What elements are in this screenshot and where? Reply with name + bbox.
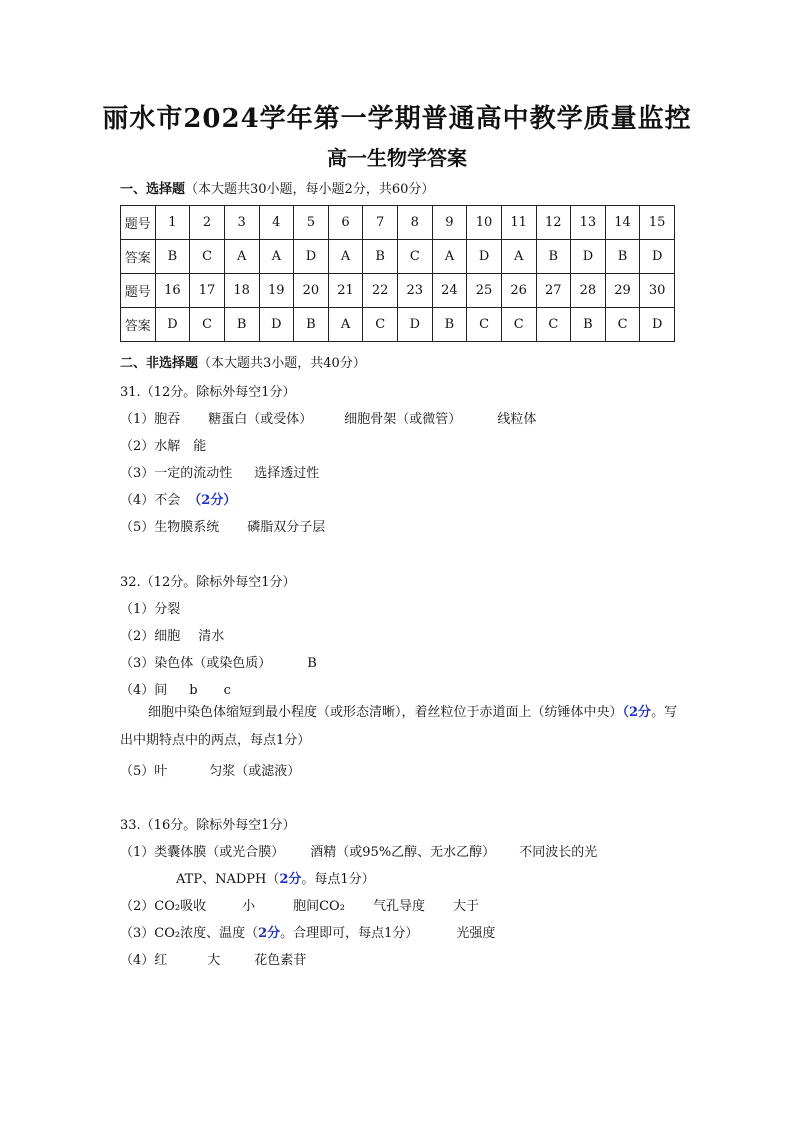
answer-cell: B bbox=[571, 308, 606, 342]
question-number-cell: 21 bbox=[328, 274, 363, 308]
section-1-note: （本大题共30小题，每小题2分，共60分） bbox=[185, 182, 435, 197]
answer-cell: D bbox=[155, 308, 190, 342]
answer-text: 清水 bbox=[198, 629, 225, 644]
answer-text: 光强度 bbox=[456, 926, 496, 941]
answer-cell: B bbox=[155, 240, 190, 274]
answer-text: c bbox=[223, 683, 231, 698]
answer-cell: D bbox=[640, 240, 675, 274]
answer-text: 不同波长的光 bbox=[519, 845, 598, 860]
table-row bbox=[121, 206, 675, 240]
answer-text: 线粒体 bbox=[497, 412, 537, 427]
answer-text: 。每点1分） bbox=[301, 872, 375, 887]
table-row bbox=[121, 240, 675, 274]
q32-line-3 bbox=[120, 652, 317, 671]
answer-text: 细胞骨架（或微管） bbox=[344, 412, 462, 427]
section-1-heading bbox=[120, 178, 434, 197]
answer-cell: C bbox=[190, 240, 225, 274]
answer-cell: D bbox=[259, 308, 294, 342]
answer-cell: B bbox=[224, 308, 259, 342]
answer-cell: B bbox=[294, 308, 329, 342]
answer-cell: C bbox=[398, 240, 433, 274]
points-label: （2分 bbox=[622, 705, 652, 720]
answer-text: 磷脂双分子层 bbox=[247, 520, 326, 535]
q32-heading: 32.（12分。除标外每空1分） bbox=[120, 575, 296, 590]
answer-text: 酒精（或95%乙醇、无水乙醇） bbox=[310, 845, 496, 860]
answer-text: （2）细胞 bbox=[120, 629, 181, 644]
q31-line-1 bbox=[120, 408, 536, 427]
points-label: 2分 bbox=[258, 926, 281, 941]
table-row bbox=[121, 308, 675, 342]
row-label: 题号 bbox=[121, 206, 156, 240]
question-number-cell: 12 bbox=[536, 206, 571, 240]
answer-cell: C bbox=[536, 308, 571, 342]
section-2-label: 二、非选择题 bbox=[120, 356, 199, 371]
document-title: 丽水市2024学年第一学期普通高中教学质量监控 bbox=[102, 104, 692, 134]
answer-text: 气孔导度 bbox=[372, 899, 425, 914]
section-2-note: （本大题共3小题，共40分） bbox=[198, 356, 366, 371]
answer-table bbox=[120, 205, 675, 342]
answer-text: 匀浆（或滤液） bbox=[209, 764, 301, 779]
q33-line-2 bbox=[120, 895, 479, 914]
answer-cell: A bbox=[432, 240, 467, 274]
answer-text: （2）CO₂吸收 bbox=[120, 899, 207, 914]
question-number-cell: 11 bbox=[501, 206, 536, 240]
q31-line-2: （2）水解 能 bbox=[120, 439, 207, 454]
answer-text: b bbox=[189, 683, 198, 698]
question-number-cell: 14 bbox=[605, 206, 640, 240]
question-number-cell: 19 bbox=[259, 274, 294, 308]
question-number-cell: 29 bbox=[605, 274, 640, 308]
answer-text: （4）红 bbox=[120, 953, 168, 968]
answer-text: （5）叶 bbox=[120, 764, 168, 779]
row-label: 答案 bbox=[121, 308, 156, 342]
answer-cell: D bbox=[294, 240, 329, 274]
answer-text: （4）不会 bbox=[120, 493, 181, 508]
q32-line-1: （1）分裂 bbox=[120, 602, 181, 617]
row-label: 题号 bbox=[121, 274, 156, 308]
question-number-cell: 2 bbox=[190, 206, 225, 240]
answer-text: 小 bbox=[242, 899, 256, 914]
answer-text: 大于 bbox=[452, 899, 479, 914]
answer-text: B bbox=[307, 656, 317, 671]
question-number-cell: 6 bbox=[328, 206, 363, 240]
answer-cell: D bbox=[398, 308, 433, 342]
question-number-cell: 26 bbox=[501, 274, 536, 308]
question-number-cell: 20 bbox=[294, 274, 329, 308]
answer-cell: A bbox=[501, 240, 536, 274]
answer-cell: B bbox=[363, 240, 398, 274]
answer-text: 胞间CO₂ bbox=[293, 899, 345, 914]
row-label: 答案 bbox=[121, 240, 156, 274]
section-2-heading bbox=[120, 352, 366, 371]
answer-cell: B bbox=[605, 240, 640, 274]
answer-text: （3）CO₂浓度、温度（ bbox=[120, 926, 259, 941]
q33-line-1b bbox=[176, 868, 375, 887]
question-number-cell: 10 bbox=[467, 206, 502, 240]
answer-text: 。写出中期特点中的两点，每点1分） bbox=[120, 705, 678, 748]
question-number-cell: 25 bbox=[467, 274, 502, 308]
q31-line-4 bbox=[120, 489, 236, 508]
q33-line-3 bbox=[120, 922, 495, 941]
answer-cell: D bbox=[571, 240, 606, 274]
answer-text: （1）胞吞 bbox=[120, 412, 181, 427]
document-subtitle: 高一生物学答案 bbox=[327, 146, 467, 170]
answer-cell: C bbox=[501, 308, 536, 342]
q33-heading: 33.（16分。除标外每空1分） bbox=[120, 818, 296, 833]
q33-line-4 bbox=[120, 949, 306, 968]
answer-text: （3）染色体（或染色质） bbox=[120, 656, 272, 671]
question-number-cell: 13 bbox=[571, 206, 606, 240]
q33-line-1 bbox=[120, 841, 597, 860]
answer-cell: A bbox=[259, 240, 294, 274]
answer-cell: A bbox=[224, 240, 259, 274]
q32-explanation bbox=[120, 699, 680, 755]
answer-text: （3）一定的流动性 bbox=[120, 466, 233, 481]
q31-line-3 bbox=[120, 462, 319, 481]
question-number-cell: 3 bbox=[224, 206, 259, 240]
question-number-cell: 28 bbox=[571, 274, 606, 308]
q32-line-4 bbox=[120, 679, 231, 698]
section-1-label: 一、选择题 bbox=[120, 182, 186, 197]
question-number-cell: 7 bbox=[363, 206, 398, 240]
table-row bbox=[121, 274, 675, 308]
question-number-cell: 1 bbox=[155, 206, 190, 240]
question-number-cell: 15 bbox=[640, 206, 675, 240]
answer-text: 。合理即可，每点1分） bbox=[280, 926, 419, 941]
answer-cell: D bbox=[467, 240, 502, 274]
answer-text: 大 bbox=[207, 953, 221, 968]
question-number-cell: 30 bbox=[640, 274, 675, 308]
answer-text: （5）生物膜系统 bbox=[120, 520, 220, 535]
points-label: （2分） bbox=[188, 493, 237, 508]
answer-cell: C bbox=[605, 308, 640, 342]
q31-heading: 31.（12分。除标外每空1分） bbox=[120, 385, 296, 400]
q32-line-2 bbox=[120, 625, 224, 644]
answer-cell: A bbox=[328, 240, 363, 274]
question-number-cell: 5 bbox=[294, 206, 329, 240]
question-number-cell: 17 bbox=[190, 274, 225, 308]
answer-cell: C bbox=[467, 308, 502, 342]
answer-cell: C bbox=[363, 308, 398, 342]
answer-cell: C bbox=[190, 308, 225, 342]
answer-text: 细胞中染色体缩短到最小程度（或形态清晰），着丝粒位于赤道面上（纺锤体中央） bbox=[148, 705, 623, 720]
question-number-cell: 27 bbox=[536, 274, 571, 308]
q32-line-5 bbox=[120, 760, 300, 779]
answer-text: （1）类囊体膜（或光合膜） bbox=[120, 845, 285, 860]
answer-text: （4）间 bbox=[120, 683, 168, 698]
answer-cell: B bbox=[536, 240, 571, 274]
answer-text: 糖蛋白（或受体） bbox=[208, 412, 313, 427]
q31-line-5 bbox=[120, 516, 325, 535]
question-number-cell: 22 bbox=[363, 274, 398, 308]
answer-cell: D bbox=[640, 308, 675, 342]
answer-cell: A bbox=[328, 308, 363, 342]
question-number-cell: 4 bbox=[259, 206, 294, 240]
question-number-cell: 9 bbox=[432, 206, 467, 240]
question-number-cell: 8 bbox=[398, 206, 433, 240]
answer-text: ATP、NADPH（ bbox=[176, 872, 280, 887]
question-number-cell: 23 bbox=[398, 274, 433, 308]
question-number-cell: 24 bbox=[432, 274, 467, 308]
points-label: 2分 bbox=[279, 872, 302, 887]
question-number-cell: 16 bbox=[155, 274, 190, 308]
answer-text: 选择透过性 bbox=[254, 466, 320, 481]
answer-cell: B bbox=[432, 308, 467, 342]
answer-text: 花色素苷 bbox=[254, 953, 307, 968]
question-number-cell: 18 bbox=[224, 274, 259, 308]
